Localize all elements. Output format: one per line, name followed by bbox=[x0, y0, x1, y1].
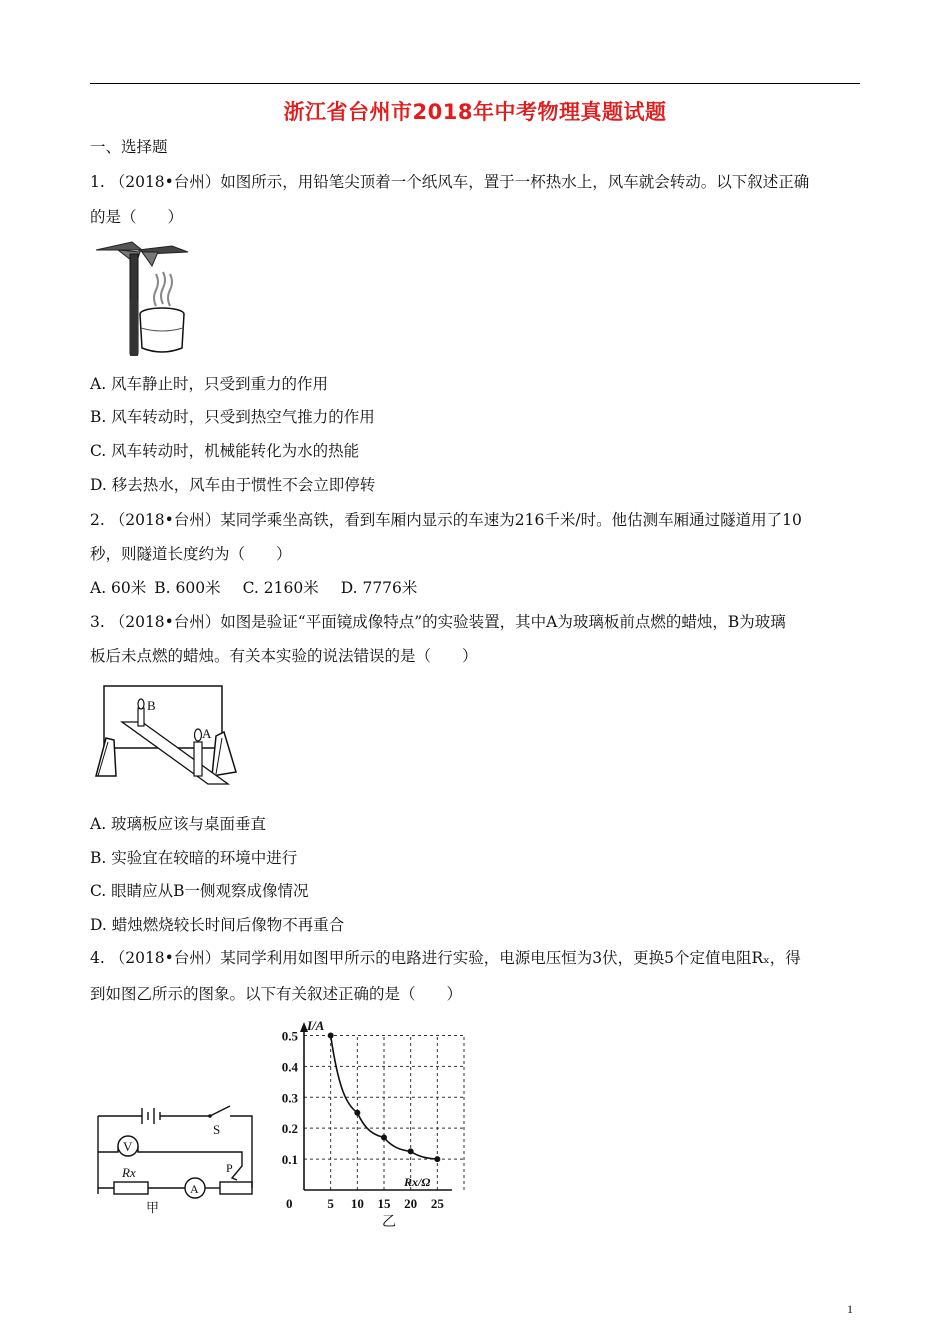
q4-stem-line2: 到如图乙所示的图象。以下有关叙述正确的是（ ） bbox=[90, 985, 463, 1003]
circuit-caption: 甲 bbox=[146, 1200, 160, 1215]
label-slider: P bbox=[226, 1161, 233, 1175]
q2-stem-line1: 2. （2018•台州）某同学乘坐高铁，看到车厢内显示的车速为216千米/时。他估测车厢通过隧道用了10 bbox=[90, 511, 802, 529]
label-switch: S bbox=[213, 1122, 221, 1137]
q2-option-a: A. 60米 bbox=[90, 579, 147, 597]
q1-option-d: D. 移去热水，风车由于惯性不会立即停转 bbox=[90, 476, 376, 494]
plane-mirror-figure bbox=[92, 680, 242, 792]
data-point bbox=[354, 1110, 360, 1116]
label-ammeter: A bbox=[190, 1182, 199, 1196]
q2-options bbox=[90, 578, 417, 598]
q1-stem-line2: 的是（ ） bbox=[90, 208, 184, 226]
q2-option-b: B. 600米 bbox=[154, 579, 221, 597]
label-voltmeter: V bbox=[123, 1139, 133, 1154]
data-point bbox=[328, 1032, 334, 1038]
y-tick-label: 0.4 bbox=[281, 1059, 298, 1075]
x-tick-label: 5 bbox=[327, 1196, 334, 1211]
page-number: 1 bbox=[847, 1302, 853, 1316]
x-tick-label: 20 bbox=[404, 1196, 418, 1211]
y-tick-label: 0.5 bbox=[281, 1028, 298, 1044]
q2-stem-line2: 秒，则隧道长度约为（ ） bbox=[90, 545, 292, 563]
y-tick-label: 0.1 bbox=[281, 1152, 298, 1168]
data-point bbox=[408, 1148, 414, 1154]
x-axis-label: Rx/Ω bbox=[404, 1175, 431, 1189]
q3-option-d: D. 蜡烛燃烧较长时间后像物不再重合 bbox=[90, 916, 345, 934]
chart-caption: 乙 bbox=[382, 1215, 396, 1230]
x-tick-label: 10 bbox=[350, 1196, 364, 1211]
q1-option-c: C. 风车转动时，机械能转化为水的热能 bbox=[90, 442, 360, 460]
q3-stem-line2: 板后未点燃的蜡烛。有关本实验的说法错误的是（ ） bbox=[90, 647, 478, 665]
x-tick-label: 15 bbox=[377, 1196, 391, 1211]
data-point bbox=[434, 1156, 440, 1162]
q4-stem-line1: 4. （2018•台州）某同学利用如图甲所示的电路进行实验，电源电压恒为3伏，更换5个定值电阻Rₓ，得 bbox=[90, 949, 801, 967]
circuit-diagram bbox=[92, 1098, 262, 1214]
y-tick-label: 0.2 bbox=[281, 1121, 298, 1137]
pinwheel-figure bbox=[92, 240, 202, 360]
x-tick-label: 25 bbox=[430, 1196, 444, 1211]
q1-option-a: A. 风车静止时，只受到重力的作用 bbox=[90, 375, 329, 393]
q3-stem-line1: 3. （2018•台州）如图是验证“平面镜成像特点”的实验装置，其中A为玻璃板前点燃的蜡烛，B为玻璃 bbox=[90, 613, 786, 631]
y-axis-label: I/A bbox=[307, 1018, 325, 1033]
q3-option-b: B. 实验宜在较暗的环境中进行 bbox=[90, 849, 298, 867]
origin-label: 0 bbox=[286, 1196, 293, 1211]
q3-option-a: A. 玻璃板应该与桌面垂直 bbox=[90, 815, 267, 833]
label-resistor: Rx bbox=[122, 1165, 136, 1180]
y-tick-label: 0.3 bbox=[281, 1090, 298, 1106]
label-a: A bbox=[202, 726, 212, 741]
label-b: B bbox=[147, 698, 156, 713]
current-resistance-chart bbox=[262, 1018, 452, 1230]
q3-option-c: C. 眼睛应从B一侧观察成像情况 bbox=[90, 882, 309, 900]
section-heading: 一、选择题 bbox=[90, 138, 168, 156]
page-title: 浙江省台州市2018年中考物理真题试题 bbox=[283, 100, 667, 124]
q1-option-b: B. 风车转动时，只受到热空气推力的作用 bbox=[90, 408, 375, 426]
header-rule bbox=[90, 83, 860, 84]
q2-option-d: D. 7776米 bbox=[340, 579, 418, 597]
q1-stem-line1: 1. （2018•台州）如图所示，用铅笔尖顶着一个纸风车，置于一杯热水上，风车就会转动。以下叙述正确 bbox=[90, 173, 810, 191]
q2-option-c: C. 2160米 bbox=[242, 579, 319, 597]
data-point bbox=[381, 1134, 387, 1140]
